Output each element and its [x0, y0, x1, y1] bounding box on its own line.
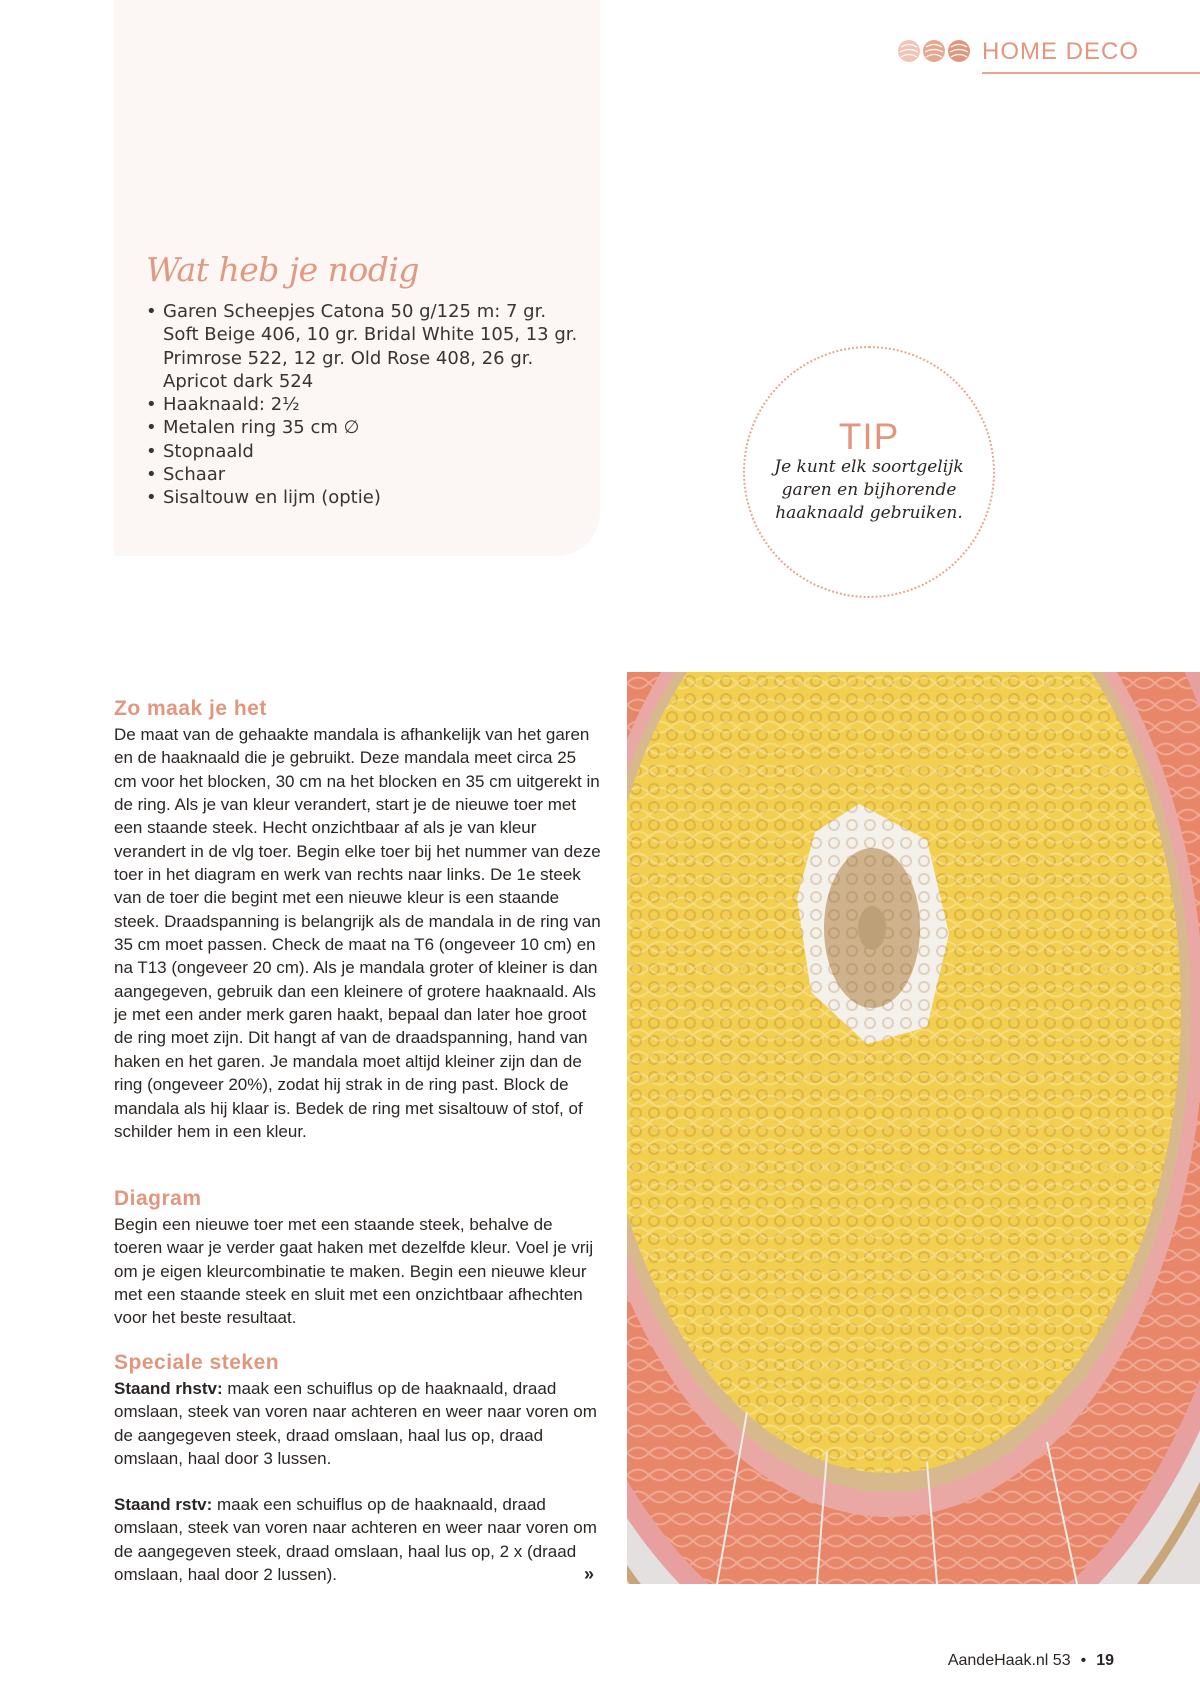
rstv-label: Staand rstv: [114, 1495, 213, 1514]
list-item: • Sisaltouw en lijm (optie) [146, 486, 586, 509]
materials-heading: Wat heb je nodig [146, 250, 420, 289]
list-item: • Stopnaald [146, 440, 586, 463]
rhstv-text: maak een schuiflus op de haaknaald, draad omslaan, steek van voren naar achteren en weer naar voren om de aangegeven steek, draad omslaan, haal lus op, draad omslaan, haal door 3 lussen. [114, 1379, 597, 1469]
tip-text: Je kunt elk soortgelijk garen en bijhorende haaknaald gebruiken. [774, 457, 964, 523]
section-title: HOME DECO [982, 38, 1140, 65]
materials-list [146, 300, 586, 510]
page-number: 19 [1096, 1652, 1114, 1669]
header-rule [982, 72, 1200, 74]
tip-circle [743, 346, 995, 598]
continue-marker: » [584, 1564, 595, 1584]
rhstv-label: Staand rhstv: [114, 1379, 223, 1398]
how-to-heading: Zo maak je het [114, 697, 267, 720]
diagram-heading: Diagram [114, 1187, 202, 1210]
tip-title: TIP [838, 416, 900, 457]
special-stitches-heading: Speciale steken [114, 1351, 280, 1374]
list-item: • Garen Scheepjes Catona 50 g/125 m: 7 gr. Soft Beige 406, 10 gr. Bridal White 105, 13 gr. Primrose 522, 12 gr. Old Rose 408, 26 gr. Apricot dark 524 [146, 300, 586, 393]
rstv-text: maak een schuiflus op de haaknaald, draad omslaan, steek van voren naar achteren en weer naar voren om de aangegeven steek, draad omslaan, haal lus op, 2 x (draad omslaan, haal door 2 lussen). [114, 1495, 597, 1585]
page-footer [948, 1652, 1114, 1670]
list-item: • Schaar [146, 463, 586, 486]
rhstv-paragraph [114, 1377, 602, 1470]
how-to-body: De maat van de gehaakte mandala is afhankelijk van het garen en de haaknaald die je gebruikt. Deze mandala meet circa 25 cm voor het blocken, 30 cm na het blocken en 35 cm uitgerekt in de ring. Als je van kleur verandert, start je de nieuwe toer met een staande steek. Hecht onzichtbaar af als je van kleur verandert in de vlg toer. Begin elke toer bij het nummer van deze toer in het diagram en werk van rechts naar links. De 1e steek van de toer die begint met een nieuwe kleur is een staande steek. Draadspanning is belangrijk als de mandala in de ring van 35 cm moet passen. Check de maat na T6 (ongeveer 10 cm) en na T13 (ongeveer 20 cm). Als je mandala groter of kleiner is dan aangegeven, gebruik dan een kleinere of grotere haaknaald. Als je met een ander merk garen haakt, bepaal dan later hoe groot de ring moet zijn. Dit hangt af van de draadspanning, hand van haken en het garen. Je mandala moet altijd kleiner zijn dan de ring (ongeveer 20%), zodat hij strak in de ring past. Block de mandala als hij klaar is. Bedek de ring met sisaltouw of stof, of schilder hem in een kleur. [114, 725, 601, 1141]
yarn-balls-logo [896, 38, 972, 64]
list-item: • Haaknaald: 2½ [146, 393, 586, 416]
list-item: • Metalen ring 35 cm ∅ [146, 416, 586, 439]
crochet-mandala-image [627, 672, 1200, 1584]
diagram-body: Begin een nieuwe toer met een staande steek, behalve de toeren waar je verder gaat haken met dezelfde kleur. Voel je vrij om je eigen kleurcombinatie te maken. Begin een nieuwe kleur met een staande steek en sluit met een onzichtbaar afhechten voor het beste resultaat. [114, 1215, 594, 1328]
mandala-photo [627, 672, 1200, 1584]
footer-separator: • [1080, 1652, 1087, 1669]
magazine-name: AandeHaak.nl 53 [947, 1652, 1071, 1669]
rstv-paragraph [114, 1493, 602, 1586]
